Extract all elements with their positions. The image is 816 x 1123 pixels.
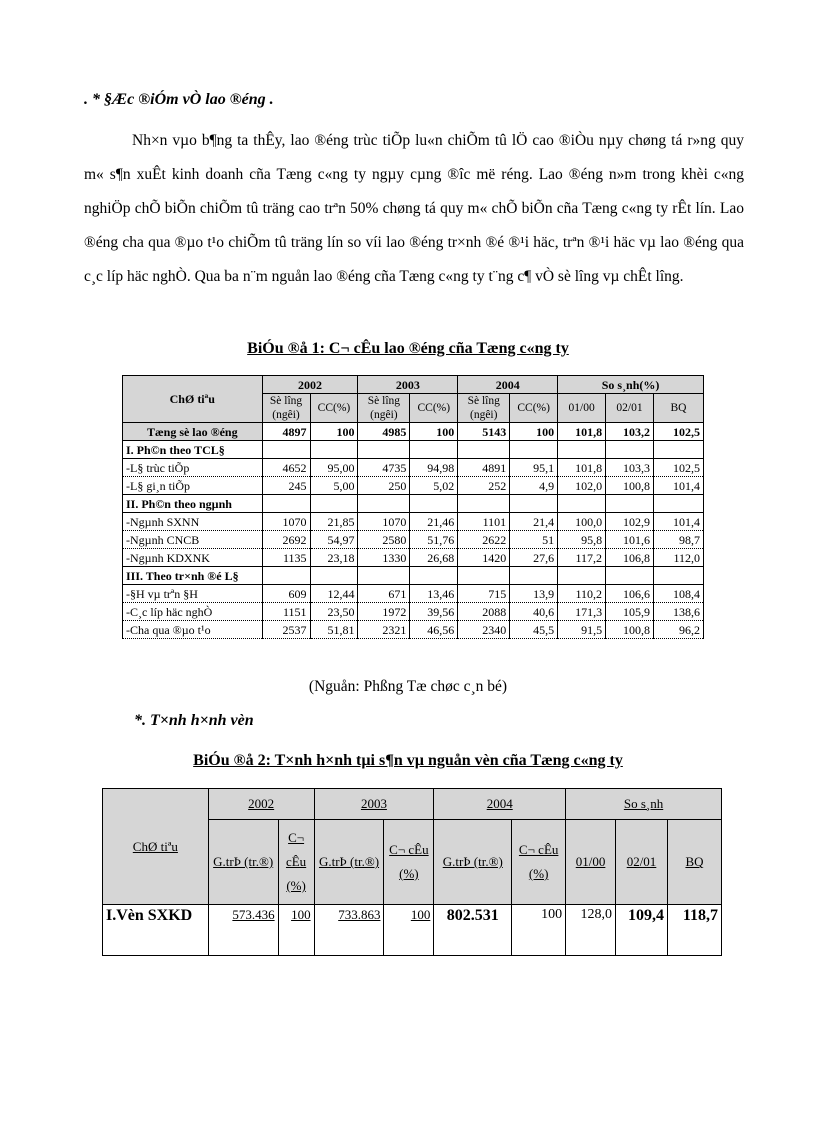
t1-cell: 138,6 — [653, 603, 703, 621]
t1-header-year-2003: 2003 — [358, 376, 458, 394]
t1-cell: 102,0 — [558, 477, 606, 495]
t1-cell: 5143 — [458, 423, 510, 441]
section-heading-labor: . * §Æc ®iÓm vÒ lao ®éng . — [84, 91, 274, 108]
t1-cell: 94,98 — [410, 459, 458, 477]
capital-subheading: *. T×nh h×nh vèn — [134, 712, 254, 729]
t1-cell — [358, 495, 410, 513]
t1-header-count: Sè lîng (ngêi) — [458, 394, 510, 423]
t1-cell: 1070 — [358, 513, 410, 531]
t1-cell: 101,4 — [653, 477, 703, 495]
t1-cell — [558, 495, 606, 513]
t1-row-label: -L§ gi¸n tiÕp — [123, 477, 263, 495]
t2-header-indicator — [103, 789, 209, 905]
t1-cell: 46,56 — [410, 621, 458, 639]
t1-cell: 103,3 — [606, 459, 654, 477]
t1-cell: 101,8 — [558, 423, 606, 441]
t1-cell: 91,5 — [558, 621, 606, 639]
t1-cell — [606, 567, 654, 585]
t1-row — [123, 585, 704, 603]
t1-cell: 101,6 — [606, 531, 654, 549]
t2-header-compare-01-00-text: 01/00 — [575, 854, 606, 869]
table1-source-note: (Nguån: Phßng Tæ chøc c¸n bé) — [308, 678, 508, 695]
t1-cell: 117,2 — [558, 549, 606, 567]
t2-header-indicator-text: ChØ tiªu — [132, 838, 178, 854]
table1-caption-suffix: : C¬ cÊu lao ®éng cña Tæng c«ng ty — [319, 340, 569, 357]
t1-cell — [410, 567, 458, 585]
t2-header-year-2002-text: 2002 — [248, 796, 275, 811]
t1-cell: 103,2 — [606, 423, 654, 441]
t1-row — [123, 513, 704, 531]
t1-cell: 51,76 — [410, 531, 458, 549]
t1-header-ratio: CC(%) — [410, 394, 458, 423]
t1-cell: 23,50 — [310, 603, 358, 621]
t1-cell — [310, 495, 358, 513]
t2-header-value — [434, 820, 512, 905]
t1-header-count: Sè lîng (ngêi) — [262, 394, 310, 423]
t1-cell: 95,00 — [310, 459, 358, 477]
t1-cell: 171,3 — [558, 603, 606, 621]
t1-cell: 95,8 — [558, 531, 606, 549]
t1-cell — [653, 495, 703, 513]
t1-body — [123, 423, 704, 639]
t2-header-ratio-text: C¬ cÊu (%) — [518, 842, 559, 881]
t1-cell: 23,18 — [310, 549, 358, 567]
t1-cell: 4891 — [458, 459, 510, 477]
t2-header-ratio — [384, 820, 434, 905]
t1-cell: 1101 — [458, 513, 510, 531]
t1-row — [123, 423, 704, 441]
t1-row-label: -§H vµ trªn §H — [123, 585, 263, 603]
table2-caption-text: BiÓu ®å 2: T×nh h×nh tµi s¶n vµ nguån vèn cña Tæng c«ng ty — [193, 752, 623, 769]
t1-cell — [310, 567, 358, 585]
table1-caption — [0, 340, 816, 358]
t1-cell: 1070 — [262, 513, 310, 531]
t1-cell: 5,02 — [410, 477, 458, 495]
t1-cell: 1420 — [458, 549, 510, 567]
t1-cell: 95,1 — [510, 459, 558, 477]
t1-row — [123, 459, 704, 477]
t1-cell: 45,5 — [510, 621, 558, 639]
t1-cell: 102,9 — [606, 513, 654, 531]
t1-cell: 96,2 — [653, 621, 703, 639]
t1-cell: 108,4 — [653, 585, 703, 603]
t1-cell: 715 — [458, 585, 510, 603]
capital-table — [102, 788, 722, 956]
t1-cell — [262, 441, 310, 459]
t1-cell — [458, 495, 510, 513]
t1-cell — [510, 567, 558, 585]
t1-cell: 112,0 — [653, 549, 703, 567]
t2-header-ratio-text: C¬ cÊu (%) — [285, 830, 307, 893]
t2-header-value-text: G.trÞ (tr.®) — [442, 854, 503, 869]
t1-row — [123, 531, 704, 549]
t1-cell: 250 — [358, 477, 410, 495]
t1-row-label: I. Ph©n theo TCL§ — [123, 441, 263, 459]
t2-cell: 118,7 — [667, 905, 721, 956]
t2-header-ratio-text: C¬ cÊu (%) — [389, 842, 429, 881]
t1-cell — [510, 495, 558, 513]
t1-cell: 39,56 — [410, 603, 458, 621]
t1-cell — [606, 441, 654, 459]
t1-header-compare-02-01: 02/01 — [606, 394, 654, 423]
table2-caption — [0, 752, 816, 770]
t1-row-label: -Cha qua ®µo t¹o — [123, 621, 263, 639]
t2-header-compare-text: So s¸nh — [623, 796, 664, 811]
t1-cell: 40,6 — [510, 603, 558, 621]
t2-cell: 733.863 — [314, 905, 384, 956]
t1-cell: 5,00 — [310, 477, 358, 495]
t2-header-value — [208, 820, 278, 905]
t1-cell: 21,4 — [510, 513, 558, 531]
t1-cell: 100,8 — [606, 477, 654, 495]
t1-cell: 4,9 — [510, 477, 558, 495]
t1-row — [123, 495, 704, 513]
labor-paragraph: Nh×n vµo b¶ng ta thÊy, lao ®éng trùc tiÕp lu«n chiÕm tû lÖ cao ®iÒu nµy chøng tá r»ng quy m« s¶n xuÊt kinh doanh cña Tæng c«ng ty ngµy cµng ®îc më réng. Lao ®éng n»m trong khèi c«ng nghiÖp chÕ biÕn chiÕm tû träng cao trªn 50% chøng tá quy m« chÕ biÕn cña Tæng c«ng ty rÊt lín. Lao ®éng cha qua ®µo t¹o chiÕm tû träng lín so víi lao ®éng tr×nh ®é ®¹i häc, trªn ®¹i häc vµ lao ®éng qua c¸c líp häc nghÒ. Qua ba n¨m nguån lao ®éng cña Tæng c«ng ty t¨ng c¶ vÒ sè lîng vµ chÊt lîng. — [84, 132, 744, 285]
t1-cell — [510, 441, 558, 459]
t2-header-compare-bq — [667, 820, 721, 905]
t1-cell — [410, 441, 458, 459]
t1-cell: 101,8 — [558, 459, 606, 477]
t1-cell: 4735 — [358, 459, 410, 477]
t1-cell: 4897 — [262, 423, 310, 441]
t2-header-year-2003 — [314, 789, 434, 820]
t2-header-value-text: G.trÞ (tr.®) — [213, 854, 274, 869]
t2-cell: 573.436 — [208, 905, 278, 956]
t1-cell: 100,0 — [558, 513, 606, 531]
t2-header-compare — [566, 789, 722, 820]
t1-header-count: Sè lîng (ngêi) — [358, 394, 410, 423]
t1-row-label: -Ngµnh CNCB — [123, 531, 263, 549]
t1-cell: 27,6 — [510, 549, 558, 567]
t2-header-compare-02-01-text: 02/01 — [626, 854, 657, 869]
t1-cell: 2537 — [262, 621, 310, 639]
t1-cell — [653, 567, 703, 585]
t1-header-compare: So s¸nh(%) — [558, 376, 704, 394]
t2-header-ratio — [512, 820, 566, 905]
t1-cell: 106,8 — [606, 549, 654, 567]
t2-row-label: I.Vèn SXKD — [103, 905, 209, 956]
t2-header-compare-01-00 — [566, 820, 616, 905]
t1-cell: 102,5 — [653, 423, 703, 441]
t1-header-compare-bq: BQ — [653, 394, 703, 423]
t1-cell: 12,44 — [310, 585, 358, 603]
t1-cell: 4985 — [358, 423, 410, 441]
t1-cell: 1330 — [358, 549, 410, 567]
t1-cell: 671 — [358, 585, 410, 603]
t1-cell — [310, 441, 358, 459]
t2-header-year-2002 — [208, 789, 314, 820]
t1-row-label: Tæng sè lao ®éng — [123, 423, 263, 441]
t1-cell — [458, 567, 510, 585]
t1-cell: 13,9 — [510, 585, 558, 603]
t2-row-capital — [103, 905, 722, 956]
t1-cell — [358, 567, 410, 585]
t1-row-label: -L§ trùc tiÕp — [123, 459, 263, 477]
t1-cell — [410, 495, 458, 513]
t1-cell: 51 — [510, 531, 558, 549]
t1-cell: 13,46 — [410, 585, 458, 603]
t1-cell: 4652 — [262, 459, 310, 477]
t2-header-value — [314, 820, 384, 905]
t1-cell: 21,46 — [410, 513, 458, 531]
t1-cell: 100 — [510, 423, 558, 441]
t1-cell — [262, 495, 310, 513]
t1-cell: 2340 — [458, 621, 510, 639]
t1-cell — [606, 495, 654, 513]
t2-cell: 100 — [384, 905, 434, 956]
t1-header-indicator: ChØ tiªu — [123, 376, 263, 423]
t1-cell: 252 — [458, 477, 510, 495]
t1-cell — [358, 441, 410, 459]
t1-header-ratio: CC(%) — [310, 394, 358, 423]
t2-header-compare-02-01 — [616, 820, 668, 905]
t1-header-year-2004: 2004 — [458, 376, 558, 394]
t1-cell — [558, 567, 606, 585]
t2-cell: 100 — [512, 905, 566, 956]
t1-cell: 2622 — [458, 531, 510, 549]
t2-cell: 128,0 — [566, 905, 616, 956]
t1-cell: 245 — [262, 477, 310, 495]
t2-header-value-text: G.trÞ (tr.®) — [318, 854, 380, 869]
t2-header-compare-bq-text: BQ — [685, 854, 704, 869]
t1-row-label: -Ngµnh SXNN — [123, 513, 263, 531]
t1-cell: 2580 — [358, 531, 410, 549]
t1-header-compare-01-00: 01/00 — [558, 394, 606, 423]
t1-cell: 2321 — [358, 621, 410, 639]
t1-row — [123, 603, 704, 621]
t1-cell: 21,85 — [310, 513, 358, 531]
t1-cell: 110,2 — [558, 585, 606, 603]
t1-row-label: II. Ph©n theo ngµnh — [123, 495, 263, 513]
t1-cell — [558, 441, 606, 459]
t1-cell: 106,6 — [606, 585, 654, 603]
t1-row — [123, 567, 704, 585]
t2-header-year-2003-text: 2003 — [360, 796, 387, 811]
t2-header-year-2004 — [434, 789, 566, 820]
t1-row — [123, 477, 704, 495]
t1-row-label: -C¸c líp häc nghÒ — [123, 603, 263, 621]
t1-row-label: III. Theo tr×nh ®é L§ — [123, 567, 263, 585]
t1-header-ratio: CC(%) — [510, 394, 558, 423]
t1-row — [123, 621, 704, 639]
t2-cell: 802.531 — [434, 905, 512, 956]
t1-cell: 2692 — [262, 531, 310, 549]
t1-cell — [262, 567, 310, 585]
t2-header-ratio — [278, 820, 314, 905]
t1-row — [123, 549, 704, 567]
t2-header-year-2004-text: 2004 — [486, 796, 513, 811]
t1-header-year-2002: 2002 — [262, 376, 358, 394]
t1-cell: 2088 — [458, 603, 510, 621]
t1-cell: 100,8 — [606, 621, 654, 639]
t1-cell — [653, 441, 703, 459]
t1-cell: 54,97 — [310, 531, 358, 549]
t1-cell: 98,7 — [653, 531, 703, 549]
t2-cell: 100 — [278, 905, 314, 956]
t1-cell: 100 — [410, 423, 458, 441]
t1-cell: 609 — [262, 585, 310, 603]
t1-cell: 51,81 — [310, 621, 358, 639]
labor-structure-table — [122, 375, 704, 639]
t1-cell: 1972 — [358, 603, 410, 621]
t1-cell: 1135 — [262, 549, 310, 567]
t1-cell: 26,68 — [410, 549, 458, 567]
t1-cell: 102,5 — [653, 459, 703, 477]
t1-cell: 105,9 — [606, 603, 654, 621]
t1-row — [123, 441, 704, 459]
table1-caption-prefix: BiÓu ®å 1 — [247, 340, 320, 357]
t1-cell: 100 — [310, 423, 358, 441]
t2-cell: 109,4 — [616, 905, 668, 956]
t1-cell: 101,4 — [653, 513, 703, 531]
t1-cell: 1151 — [262, 603, 310, 621]
t1-cell — [458, 441, 510, 459]
t1-row-label: -Ngµnh KDXNK — [123, 549, 263, 567]
